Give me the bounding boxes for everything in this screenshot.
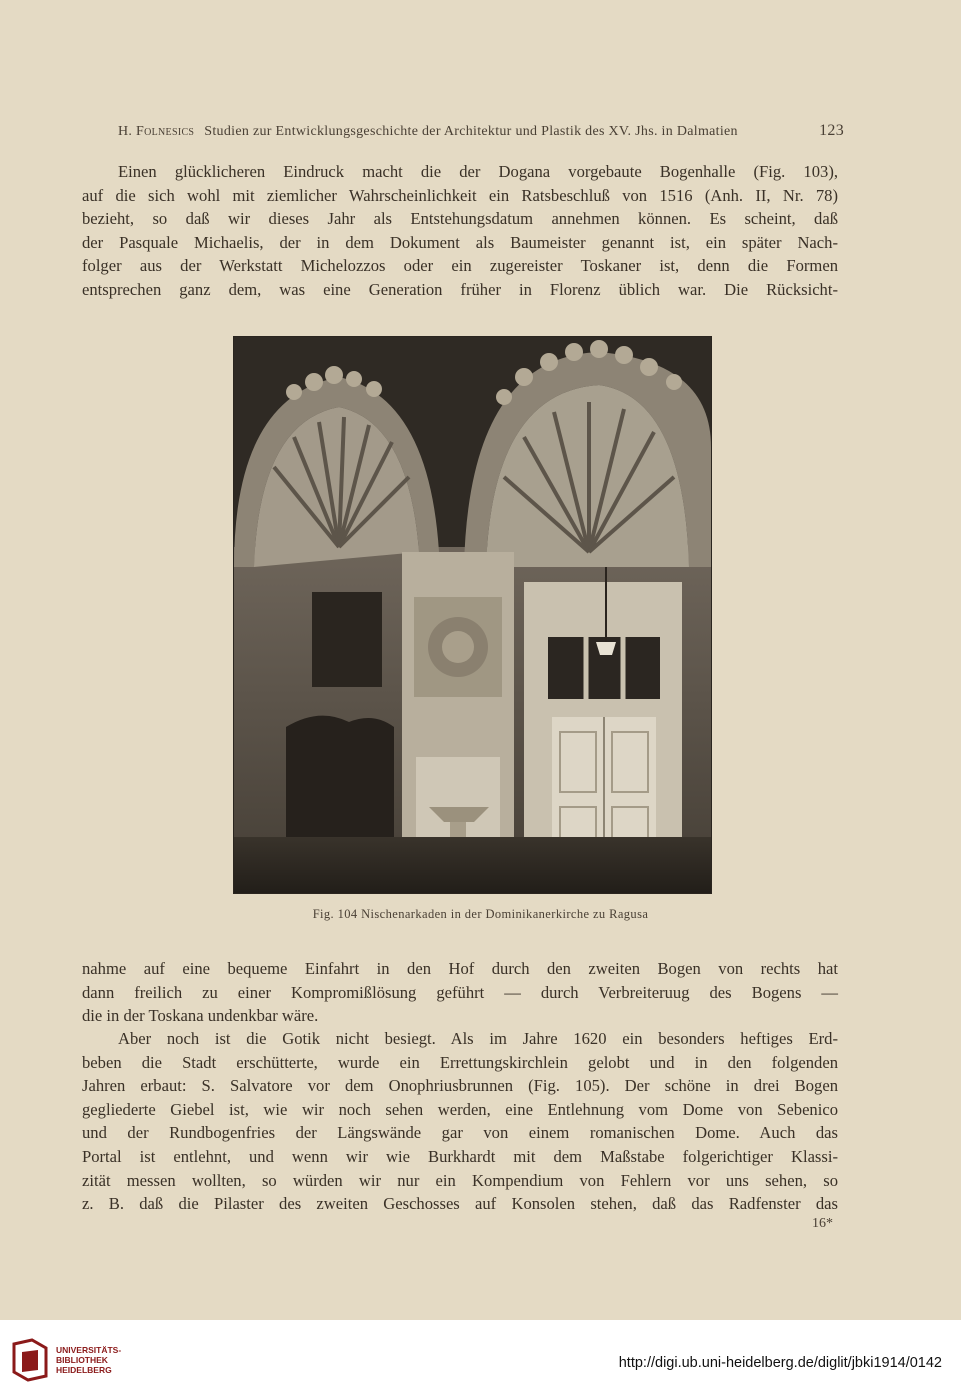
text-line: gegliederte Giebel ist, wie wir noch sehen werden, eine Entlehnung vom Dome von Sebenico [82,1099,838,1119]
text-line: die in der Toskana undenkbar wäre. [82,1006,319,1026]
text-line: Aber noch ist die Gotik nicht besiegt. Als im Jahre 1620 ein besonders heftiges Erd- [118,1029,838,1048]
text-line: nahme auf eine bequeme Einfahrt in den Hof durch den zweiten Bogen von rechts hat [82,959,838,978]
library-logo-icon[interactable] [10,1338,50,1382]
arcade-photo-illustration [234,337,711,893]
text-line: dann freilich zu einer Kompromißlösung geführt — durch Verbreiteruug des Bogens — [82,982,838,1002]
text-line: auf die sich wohl mit ziemlicher Wahrscheinlichkeit ein Ratsbeschluß von 1516 (Anh. II, Nr. 78) [82,185,838,205]
text-line: zität messen wollten, so würden wir nur ein Kompendium von Fehlern vor uns sehen, so [82,1170,838,1190]
signature-mark: 16* [812,1216,833,1231]
paragraph-1 [82,160,838,302]
library-name-line: HEIDELBERG [56,1365,112,1375]
figure-caption: Fig. 104 Nischenarkaden in der Dominikanerkirche zu Ragusa [312,907,649,921]
library-name [56,1345,121,1375]
text-line: bezieht, so daß wir dieses Jahr als Entstehungsdatum annehmen können. Es scheint, daß [82,209,838,229]
text-line: Einen glücklicheren Eindruck macht die der Dogana vorgebaute Bogenhalle (Fig. 103), [118,162,838,181]
paragraph-2 [82,957,838,1028]
text-line: beben die Stadt erschütterte, wurde ein Errettungskirchlein gelobt und in den folgenden [82,1052,838,1072]
text-line: folger aus der Werkstatt Michelozzos oder ein zugereister Toskaner ist, denn die Formen [82,256,838,276]
library-name-line: UNIVERSITÄTS- [56,1345,122,1355]
paragraph-3 [82,1027,838,1216]
text-line: Portal ist entlehnt, und wenn wir wie Burkhardt mit dem Maßstabe folgerichtiger Klassi- [82,1146,838,1166]
text-line: der Pasquale Michaelis, der in dem Dokument als Baumeister genannt ist, ein später Nach- [82,232,838,252]
page-number: 123 [819,122,844,139]
text-line: Jahren erbaut: S. Salvatore vor dem Onophriusbrunnen (Fig. 105). Der schöne in drei Bogen [82,1076,838,1096]
running-head-title: Studien zur Entwicklungsgeschichte der Architektur und Plastik des XV. Jhs. in Dalmatien [204,124,738,139]
text-line: und der Rundbogenfries der Längswände gar von einem romanischen Dome. Auch das [82,1123,838,1143]
figure-photograph [233,336,712,894]
running-head [118,122,844,140]
text-line: entsprechen ganz dem, was eine Generation früher in Florenz üblich war. Die Rücksicht- [82,279,838,299]
text-line: z. B. daß die Pilaster des zweiten Geschosses auf Konsolen stehen, daß das Radfenster das [82,1194,838,1214]
source-url-link[interactable]: http://digi.ub.uni-heidelberg.de/diglit/jbki1914/0142 [618,1355,942,1371]
running-head-author: H. Folnesics [118,124,195,139]
library-name-line: BIBLIOTHEK [56,1355,108,1365]
digitization-footer [0,1320,961,1396]
